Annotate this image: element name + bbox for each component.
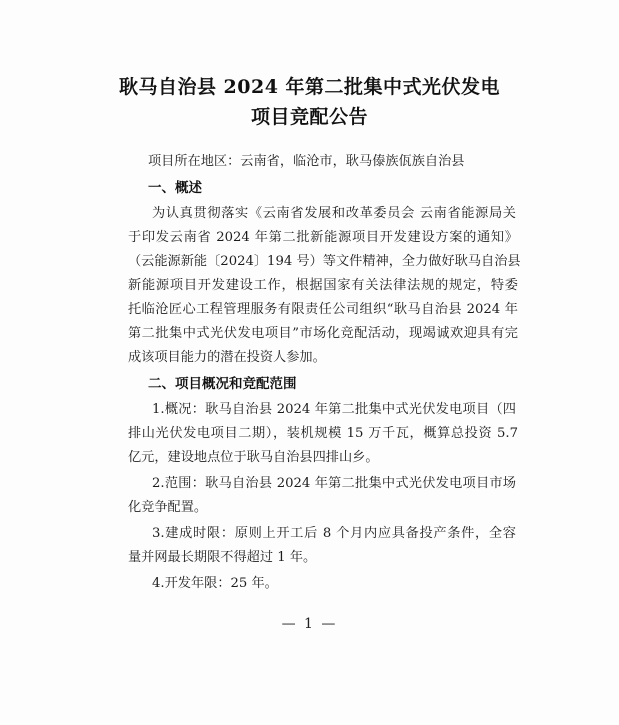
document-title-line2: 项目竞配公告 (250, 106, 368, 128)
paragraph-line: 3.建成时限：原则上开工后 8 个月内应具备投产条件，全容 (152, 526, 516, 541)
paragraph-line: 新能源项目开发建设工作，根据国家有关法律法规的规定，特委 (128, 278, 518, 293)
section-heading-overview: 一、概述 (148, 180, 202, 196)
paragraph-line: 4.开发年限：25 年。 (152, 576, 278, 591)
page-number: — 1 — (281, 616, 338, 632)
paragraph-line: 为认真贯彻落实《云南省发展和改革委员会 云南省能源局关 (152, 206, 516, 221)
project-location: 项目所在地区：云南省，临沧市，耿马傣族佤族自治县 (148, 154, 465, 169)
document-title-line1: 耿马自治县 2024 年第二批集中式光伏发电 (118, 76, 501, 98)
paragraph-line: 托临沧匠心工程管理服务有限责任公司组织“耿马自治县 2024 年 (128, 302, 518, 317)
paragraph-line: 于印发云南省 2024 年第二批新能源项目开发建设方案的通知》 (128, 230, 518, 245)
paragraph-line: 成该项目能力的潜在投资人参加。 (128, 350, 326, 365)
paragraph-line: 第二批集中式光伏发电项目”市场化竞配活动，现竭诚欢迎具有完 (128, 326, 518, 341)
paragraph-line: 化竞争配置。 (128, 500, 208, 515)
paragraph-line: 亿元，建设地点位于耿马自治县四排山乡。 (128, 450, 379, 465)
paragraph-line: 量并网最长期限不得超过 1 年。 (128, 550, 317, 565)
paragraph-line: （云能源新能〔2024〕194 号）等文件精神，全力做好耿马自治县 (128, 254, 521, 269)
paragraph-line: 排山光伏发电项目二期），装机规模 15 万千瓦，概算总投资 5.7 (128, 426, 518, 441)
paragraph-line: 1.概况：耿马自治县 2024 年第二批集中式光伏发电项目（四 (152, 402, 516, 417)
paragraph-line: 2.范围：耿马自治县 2024 年第二批集中式光伏发电项目市场 (152, 476, 516, 491)
section-heading-scope: 二、项目概况和竞配范围 (148, 376, 297, 392)
